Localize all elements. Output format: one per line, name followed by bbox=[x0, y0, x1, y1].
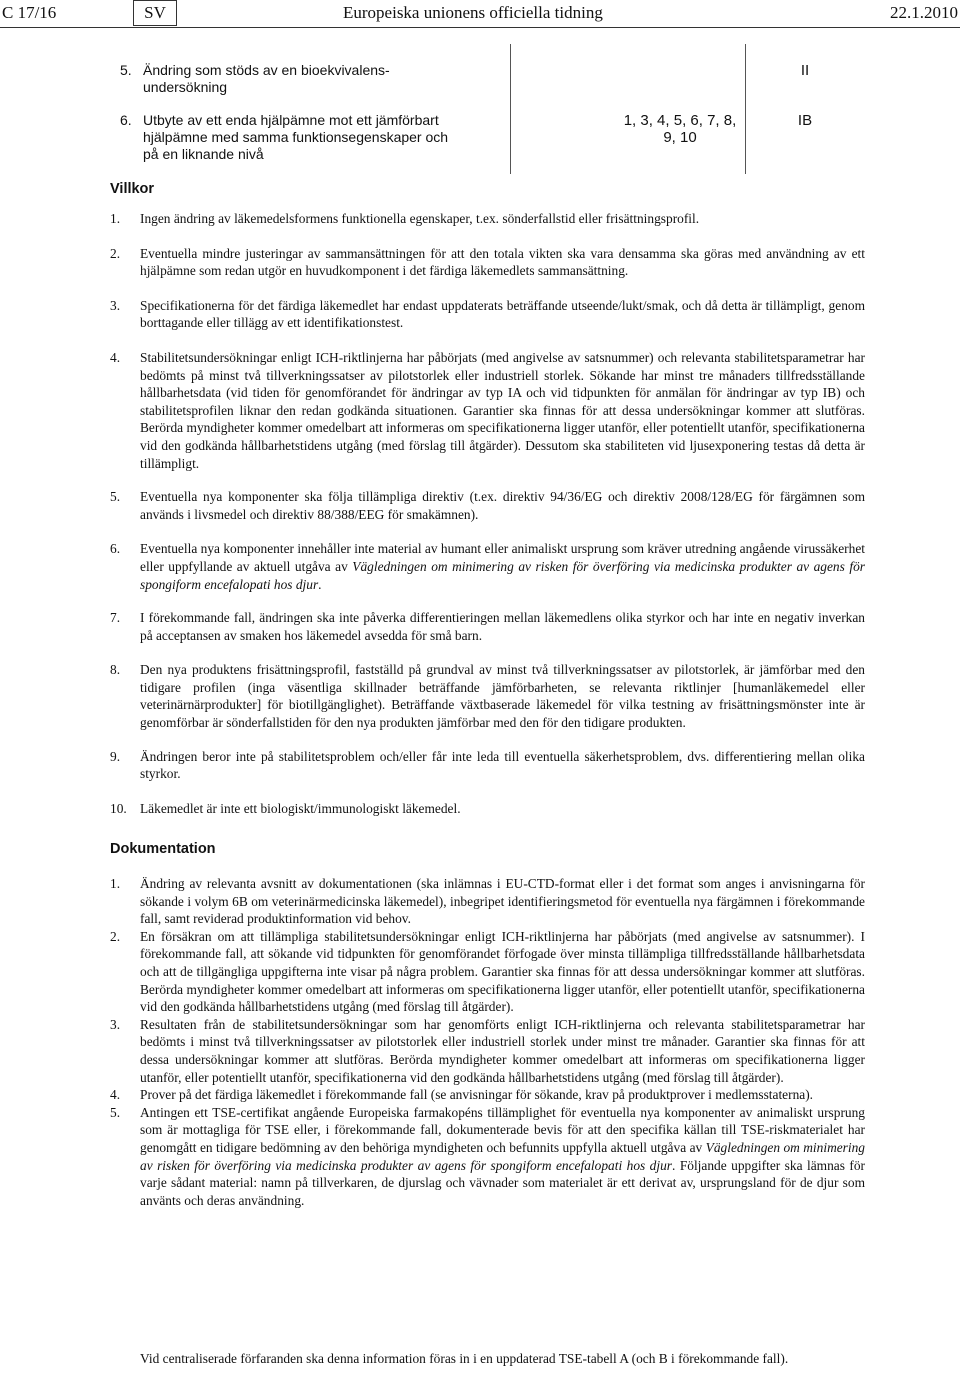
table-row-6-description bbox=[120, 112, 500, 163]
column-divider bbox=[745, 44, 746, 174]
item-number: 4. bbox=[110, 349, 121, 365]
item-text: . bbox=[318, 576, 322, 592]
header-rule bbox=[0, 27, 960, 28]
language-badge: SV bbox=[133, 0, 177, 26]
item-number: 5. bbox=[110, 1104, 121, 1120]
item-number: 4. bbox=[110, 1087, 121, 1103]
item-number: 2. bbox=[110, 245, 121, 261]
item-text: En försäkran om att tillämpliga stabilitetsundersökningar enligt ICH-riktlinjerna har påbörjats (med angivelse av satsnummer). I förekommande fall, att sökande vid tidpunkten för genomförandet förfogade över minsta tillämpliga tillfredsställande hållbarhetsdata och att de tillgängliga uppgifterna inte visar på några problem. Garantier ska finnas för att dessa undersökningar kommer att slutföras. Berörda myndigheter kommer omedelbart att informeras om specifikationerna ligger utanför, eller potentiellt utanför, specifikationerna vid den godkända hållbarhetstidens utgång (med förslag till åtgärder). bbox=[140, 928, 865, 1015]
item-number: 3. bbox=[110, 1016, 121, 1032]
row-text-line: Ändring som stöds av en bioekvivalens- bbox=[143, 62, 390, 78]
item-text: Läkemedlet är inte ett biologiskt/immunologiskt läkemedel. bbox=[140, 800, 461, 816]
item-number: 7. bbox=[110, 610, 121, 626]
item-text: Eventuella nya komponenter ska följa tillämpliga direktiv (t.ex. direktiv 94/36/EG och direktiv 2008/128/EG för färgämnen som används i livsmedel och direktiv 88/388/EEG för smakämnen). bbox=[140, 489, 865, 522]
list-item bbox=[110, 1104, 865, 1210]
conditions-line: 9, 10 bbox=[663, 129, 697, 146]
list-item bbox=[110, 297, 865, 332]
list-item bbox=[110, 875, 865, 928]
item-number: 3. bbox=[110, 297, 121, 313]
item-text: Prover på det färdiga läkemedlet i förekommande fall (se anvisningar för sökande, krav på produktprover i medlemsstaterna). bbox=[140, 1087, 814, 1103]
list-item bbox=[110, 210, 865, 228]
item-number: 2. bbox=[110, 928, 121, 944]
row-text-line: Utbyte av ett enda hjälpämne mot ett jämförbart bbox=[143, 112, 439, 128]
item-text: Ändring av relevanta avsnitt av dokumentationen (ska inlämnas i EU-CTD-format eller i det format som anges i anvisningarna för sökande i volym 6B om veterinärmedicinska läkemedel), inbegripet identifieringsmetod för eventuella nya färgämnen i förekommande fall, samt reviderad produktinformation vid behov. bbox=[140, 876, 865, 927]
item-text-italic: Vägledningen om minimering av risken för överföring via medicinska produkter av agens för spongiform encefalopati hos djur bbox=[140, 558, 865, 592]
item-number: 9. bbox=[110, 748, 121, 764]
list-item bbox=[110, 609, 865, 644]
row-number: 5. bbox=[120, 62, 132, 78]
item-text: . Följande uppgifter ska lämnas för varje sådant material: namn på tillverkaren, de djurslag och vävnader som materialet är ett derivat av, ursprungsland för de djur som använts och deras användning. bbox=[140, 1157, 865, 1208]
conditions-line: 1, 3, 4, 5, 6, 7, 8, bbox=[623, 112, 737, 129]
conditions-list bbox=[110, 210, 865, 817]
item-number: 10. bbox=[110, 800, 127, 816]
table-row-5-procedure: II bbox=[800, 62, 810, 79]
change-table bbox=[120, 44, 840, 174]
section-heading-villkor: Villkor bbox=[110, 181, 155, 197]
item-number: 6. bbox=[110, 541, 121, 557]
list-item bbox=[110, 800, 865, 818]
list-item bbox=[110, 488, 865, 523]
item-text-italic: Vägledningen om minimering av risken för överföring via medicinska produkter av agens för spongiform encefalopati hos djur bbox=[140, 1139, 865, 1173]
list-item bbox=[110, 928, 865, 1016]
item-text: Resultaten från de stabilitetsundersökningar som har genomförts enligt ICH-riktlinjerna och relevanta stabilitetsparametrar har bedömts i minst två tillverkningssatser av pilotstorlek eller industriell storlek under minst tre månader. Garantier ska finnas för att dessa undersökningar kommer att slutföras. Berörda myndigheter kommer omedelbart att informeras om specifikationerna ligger utanför, eller potentiellt utanför, specifikationerna vid den godkända hållbarhetstidens utgång (med förslag till åtgärder). bbox=[140, 1016, 865, 1085]
table-row-6-procedure: IB bbox=[797, 112, 813, 129]
item-text: Ändringen beror inte på stabilitetsproblem och/eller får inte leda till eventuella säkerhetsproblem, dvs. differentiering mellan olika styrkor. bbox=[140, 748, 865, 782]
list-item bbox=[110, 540, 865, 593]
item-text: Antingen ett TSE-certifikat angående Europeiska farmakopéns tillämplighet för eventuella nya komponenter av animaliskt ursprung som är mottagliga för TSE eller, i förekommande fall, dokumenterade bevis för att den specifika källan till TSE-riskmaterialet har genomgått en tidigare bedömning av den behöriga myndigheten och befunnits uppfylla aktuell utgåva av bbox=[140, 1104, 865, 1155]
item-text: Stabilitetsundersökningar enligt ICH-riktlinjerna har påbörjats (med angivelse av satsnummer) och relevanta stabilitetsparametrar har bedömts på minst två tillverkningssatser av pilotstorlek eller industriell storlek. Sökande har minst tre månaders tillfredsställande hållbarhetsdata (vid tiden för genomförandet för ändringar av typ IA och vid tidpunkten för anmälan för ändringar av typ IB) och stabilitetsprofilen liknar den redan godkända situationen. Garantier ska finnas för att dessa undersökningar kommer att slutföras. Berörda myndigheter kommer omedelbart att informeras om specifikationerna ligger utanför, eller potentiellt utanför, specifikationerna vid den godkända hållbarhetstidens utgång (med förslag till åtgärder). Dessutom ska stabiliteten vid ljusexponering testas då detta är tillämpligt. bbox=[140, 349, 865, 471]
item-text: I förekommande fall, ändringen ska inte påverka differentieringen mellan läkemedlens olika styrkor och har inte en negativ inverkan på acceptansen av smaken hos läkemedel avsedda för små barn. bbox=[140, 610, 865, 643]
row-text-line: undersökning bbox=[143, 79, 228, 95]
page-code: C 17/16 bbox=[2, 3, 57, 22]
item-text: Specifikationerna för det färdiga läkemedlet har endast uppdaterats beträffande utseende/lukt/smak, och då detta är tillämpligt, genom borttagande eller tillägg av ett identifikationstest. bbox=[140, 297, 865, 331]
item-text: Eventuella nya komponenter innehåller inte material av humant eller animaliskt ursprung som kräver utredning angående virussäkerhet eller uppfyllande av aktuell utgåva av bbox=[140, 541, 865, 574]
list-item bbox=[110, 245, 865, 280]
column-divider bbox=[510, 44, 511, 174]
closing-paragraph: Vid centraliserade förfaranden ska denna information föras in i en uppdaterad TSE-tabell A (och B i förekommande fall). bbox=[140, 1351, 789, 1366]
journal-header bbox=[0, 0, 960, 26]
item-number: 5. bbox=[110, 489, 121, 505]
row-number: 6. bbox=[120, 112, 132, 128]
row-text-line: hjälpämne med samma funktionsegenskaper och bbox=[143, 129, 449, 145]
list-item bbox=[110, 1086, 865, 1104]
journal-title: Europeiska unionens officiella tidning bbox=[343, 3, 603, 22]
table-row-5-description bbox=[120, 62, 500, 96]
list-item bbox=[110, 349, 865, 472]
item-number: 1. bbox=[110, 876, 121, 891]
list-item bbox=[110, 1016, 865, 1086]
table-row-6-conditions bbox=[610, 112, 750, 146]
section-heading-dokumentation: Dokumentation bbox=[110, 841, 216, 857]
item-text: Den nya produktens frisättningsprofil, fastställd på grundval av minst två tillverkningssatser av pilotstorlek, är jämförbar med den tidigare profilen (inga väsentliga skillnader beträffande jämförbarheten, se relevanta riktlinjer [humanläkemedel eller veterinärnärprodukter] för biotillgänglighet). Beträffande växtbaserade läkemedel för vilka testning av frisättningsmönster inte är genomförbar är sönderfallstiden för den nya produkten jämförbar med den för den tidigare produkten. bbox=[140, 662, 865, 731]
documentation-list bbox=[110, 875, 865, 1209]
item-number: 8. bbox=[110, 662, 121, 678]
item-number: 1. bbox=[110, 211, 121, 226]
list-item bbox=[110, 661, 865, 731]
row-text-line: på en liknande nivå bbox=[143, 146, 264, 162]
item-text: Eventuella mindre justeringar av sammansättningen för att den totala vikten ska vara densamma ska göras med användning av ett hjälpämne som redan utgör en huvudkomponent i det färdiga läkemedlets sammansättning. bbox=[140, 245, 865, 279]
list-item bbox=[110, 748, 865, 783]
item-text: Ingen ändring av läkemedelsformens funktionella egenskaper, t.ex. sönderfallstid eller frisättningsprofil. bbox=[140, 211, 700, 226]
issue-date: 22.1.2010 bbox=[890, 3, 958, 22]
